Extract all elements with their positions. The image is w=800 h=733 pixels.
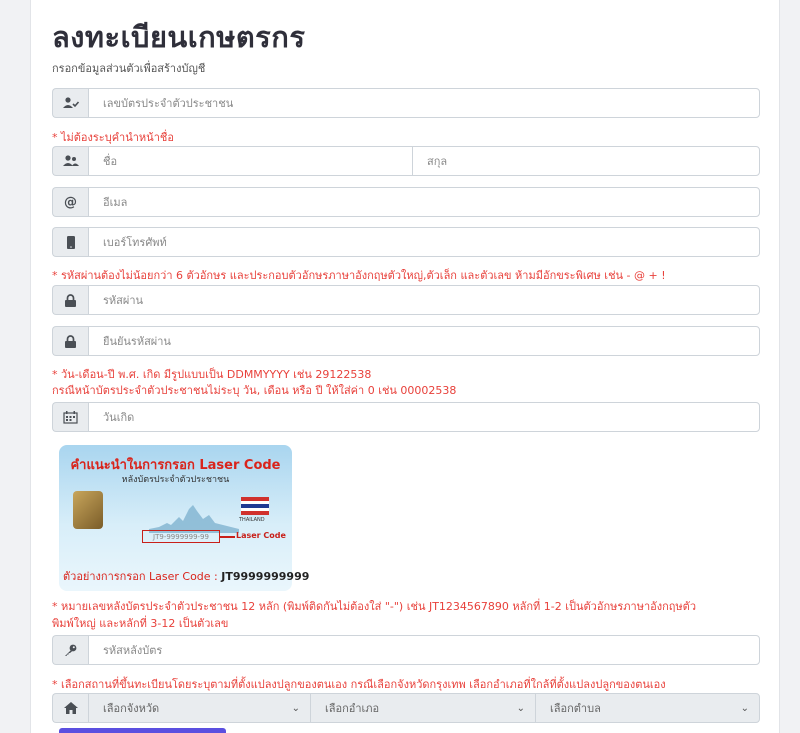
laser-guide-subheading: หลังบัตรประจำตัวประชาชน [121,475,230,485]
email-input[interactable]: อีเมล [88,187,760,217]
laser-code-guide-image [59,445,310,591]
back-code-input[interactable]: รหัสหลังบัตร [88,635,760,665]
users-icon [52,146,88,176]
name-row [52,146,760,176]
last-name-input[interactable]: สกุล [412,146,760,176]
chevron-down-icon: ⌄ [291,702,300,714]
sample-laser-code: JT9-9999999-99 [142,530,220,543]
phone-row [52,227,760,257]
id-user-icon [52,88,88,118]
chevron-down-icon: ⌄ [516,702,525,714]
home-icon [52,693,88,723]
country-label: THAILAND [239,517,265,523]
subdistrict-select-label: เลือกตำบล [550,702,601,715]
at-icon: @ [52,187,88,217]
card-chip-icon [73,491,103,529]
no-prefix-note: * ไม่ต้องระบุคำนำหน้าชื่อ [52,131,174,144]
location-row [52,693,760,723]
laser-code-example [63,567,309,585]
subdistrict-select[interactable] [535,693,760,723]
district-select[interactable] [310,693,535,723]
example-prefix: ตัวอย่างการกรอก Laser Code : [63,570,222,583]
email-row [52,187,760,217]
birthdate-rule-note-2: กรณีหน้าบัตรประจำตัวประชาชนไม่ระบุ วัน, เดือน หรือ ปี ให้ใส่ค่า 0 เช่น 00002538 [52,384,457,397]
key-icon [52,635,88,665]
laser-code-label: Laser Code [236,531,286,540]
province-select-label: เลือกจังหวัด [103,702,160,715]
chevron-down-icon: ⌄ [740,702,749,714]
submit-button[interactable] [59,728,226,733]
laser-guide-heading: คำแนะนำในการกรอก Laser Code [70,458,281,473]
birthdate-row [52,402,760,432]
password-rule-note: * รหัสผ่านต้องไม่น้อยกว่า 6 ตัวอักษร และประกอบตัวอักษรภาษาอังกฤษตัวใหญ่,ตัวเล็ก และตัวเลข ห้ามมีอักขระพิเศษ เช่น - @ + ! [52,269,666,282]
lock-icon [52,326,88,356]
example-value: JT9999999999 [221,570,310,583]
page-title: ลงทะเบียนเกษตรกร [52,20,306,54]
phone-input[interactable]: เบอร์โทรศัพท์ [88,227,760,257]
id-card-row [52,88,760,118]
page-subtitle: กรอกข้อมูลส่วนตัวเพื่อสร้างบัญชี [52,62,206,75]
temple-skyline-icon [149,503,239,533]
birthdate-input[interactable]: วันเกิด [88,402,760,432]
first-name-input[interactable]: ชื่อ [88,146,412,176]
id-card-input[interactable]: เลขบัตรประจำตัวประชาชน [88,88,760,118]
mobile-icon [52,227,88,257]
thai-flag-icon [241,497,269,515]
province-select[interactable] [88,693,310,723]
location-rule-note: * เลือกสถานที่ขึ้นทะเบียนโดยระบุตามที่ตั้งแปลงปลูกของตนเอง กรณีเลือกจังหวัดกรุงเทพ เลือกอำเภอที่ใกล้ที่ตั้งแปลงปลูกของตนเอง [52,678,666,691]
calendar-icon [52,402,88,432]
confirm-password-input[interactable]: ยืนยันรหัสผ่าน [88,326,760,356]
lock-icon [52,285,88,315]
password-input[interactable]: รหัสผ่าน [88,285,760,315]
back-code-rule-note-1: * หมายเลขหลังบัตรประจำตัวประชาชน 12 หลัก (พิมพ์ติดกันไม่ต้องใส่ "-") เช่น JT1234567890 หลักที่ 1-2 เป็นตัวอักษรภาษาอังกฤษตัว [52,600,696,613]
code-pointer-line [220,536,235,538]
confirm-password-row [52,326,760,356]
birthdate-rule-note-1: * วัน-เดือน-ปี พ.ศ. เกิด มีรูปแบบเป็น DDMMYYYY เช่น 29122538 [52,368,372,381]
password-row [52,285,760,315]
district-select-label: เลือกอำเภอ [325,702,380,715]
back-code-rule-note-2: พิมพ์ใหญ่ และหลักที่ 3-12 เป็นตัวเลข [52,617,229,630]
back-code-row [52,635,760,665]
